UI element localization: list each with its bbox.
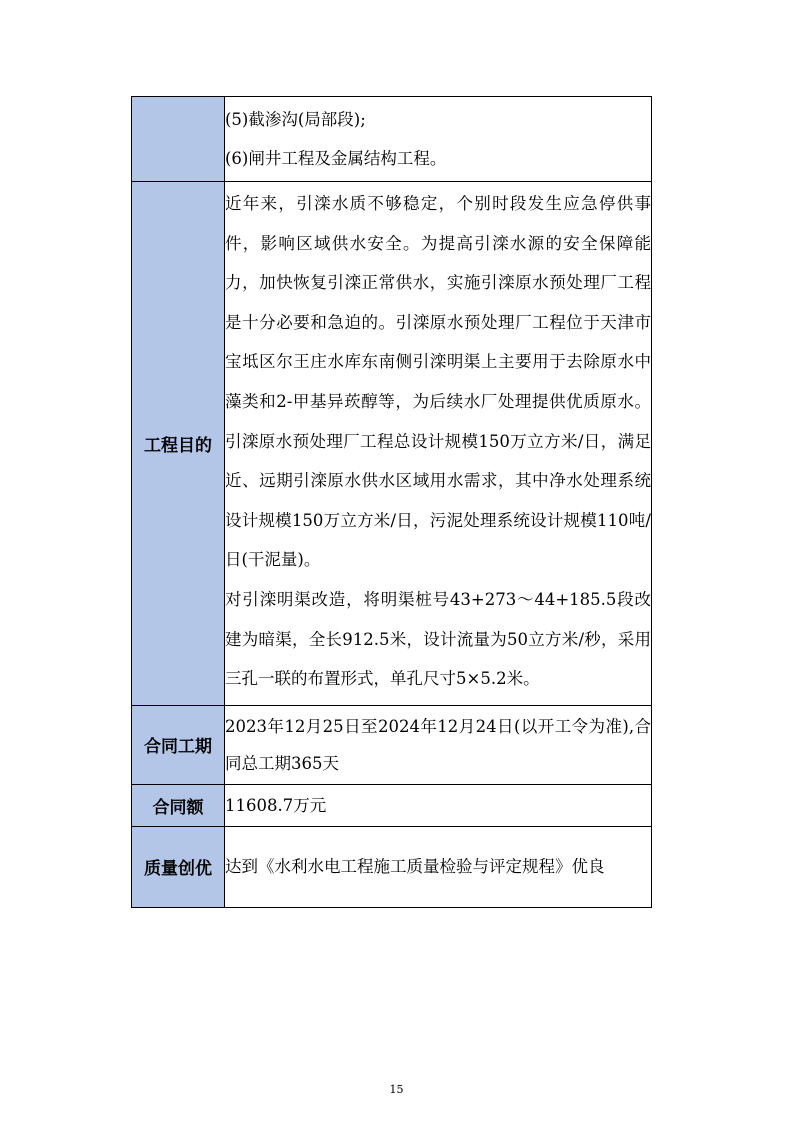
row-content	[225, 97, 652, 182]
table-row-quality-target	[132, 826, 652, 907]
row-content	[225, 182, 652, 706]
row-label	[132, 97, 225, 182]
row-content	[225, 784, 652, 826]
content-paragraph: 11608.7万元	[225, 795, 327, 815]
row-label: 合同额	[132, 784, 225, 826]
row-content	[225, 705, 652, 784]
table-row-project-purpose	[132, 182, 652, 706]
content-paragraph: 近年来，引滦水质不够稳定，个别时段发生应急停供事件，影响区域供水安全。为提高引滦水源的安全保障能力，加快恢复引滦正常供水，实施引滦原水预处理厂工程是十分必要和急迫的。引滦原水预处理厂工程位于天津市宝坻区尔王庄水库东南侧引滦明渠上主要用于去除原水中藻类和2-甲基异莰醇等，为后续水厂处理提供优质原水。引滦原水预处理厂工程总设计规模150万立方米/日，满足近、远期引滦原水供水区域用水需求，其中净水处理系统设计规模150万立方米/日，污泥处理系统设计规模110吨/日(干泥量)。	[225, 194, 651, 570]
page-number: 15	[389, 1083, 404, 1096]
content-paragraph: 2023年12月25日至2024年12月24日(以开工令为准),合同总工期365天	[225, 716, 651, 773]
content-paragraph: (5)截渗沟(局部段);	[225, 110, 366, 129]
content-paragraph: 对引滦明渠改造，将明渠桩号43+273～44+185.5段改建为暗渠，全长912.5米，设计流量为50立方米/秒，采用三孔一联的布置形式，单孔尺寸5×5.2米。	[225, 589, 651, 689]
table-row-contract-amount	[132, 784, 652, 826]
table-row-contract-period	[132, 705, 652, 784]
table-row-continued-scope	[132, 97, 652, 182]
project-info-table	[131, 96, 652, 908]
content-paragraph: (6)闸井工程及金属结构工程。	[225, 149, 447, 168]
row-label: 合同工期	[132, 705, 225, 784]
content-paragraph: 达到《水利水电工程施工质量检验与评定规程》优良	[225, 857, 605, 877]
row-label: 工程目的	[132, 182, 225, 706]
row-label: 质量创优	[132, 826, 225, 907]
row-content	[225, 826, 652, 907]
